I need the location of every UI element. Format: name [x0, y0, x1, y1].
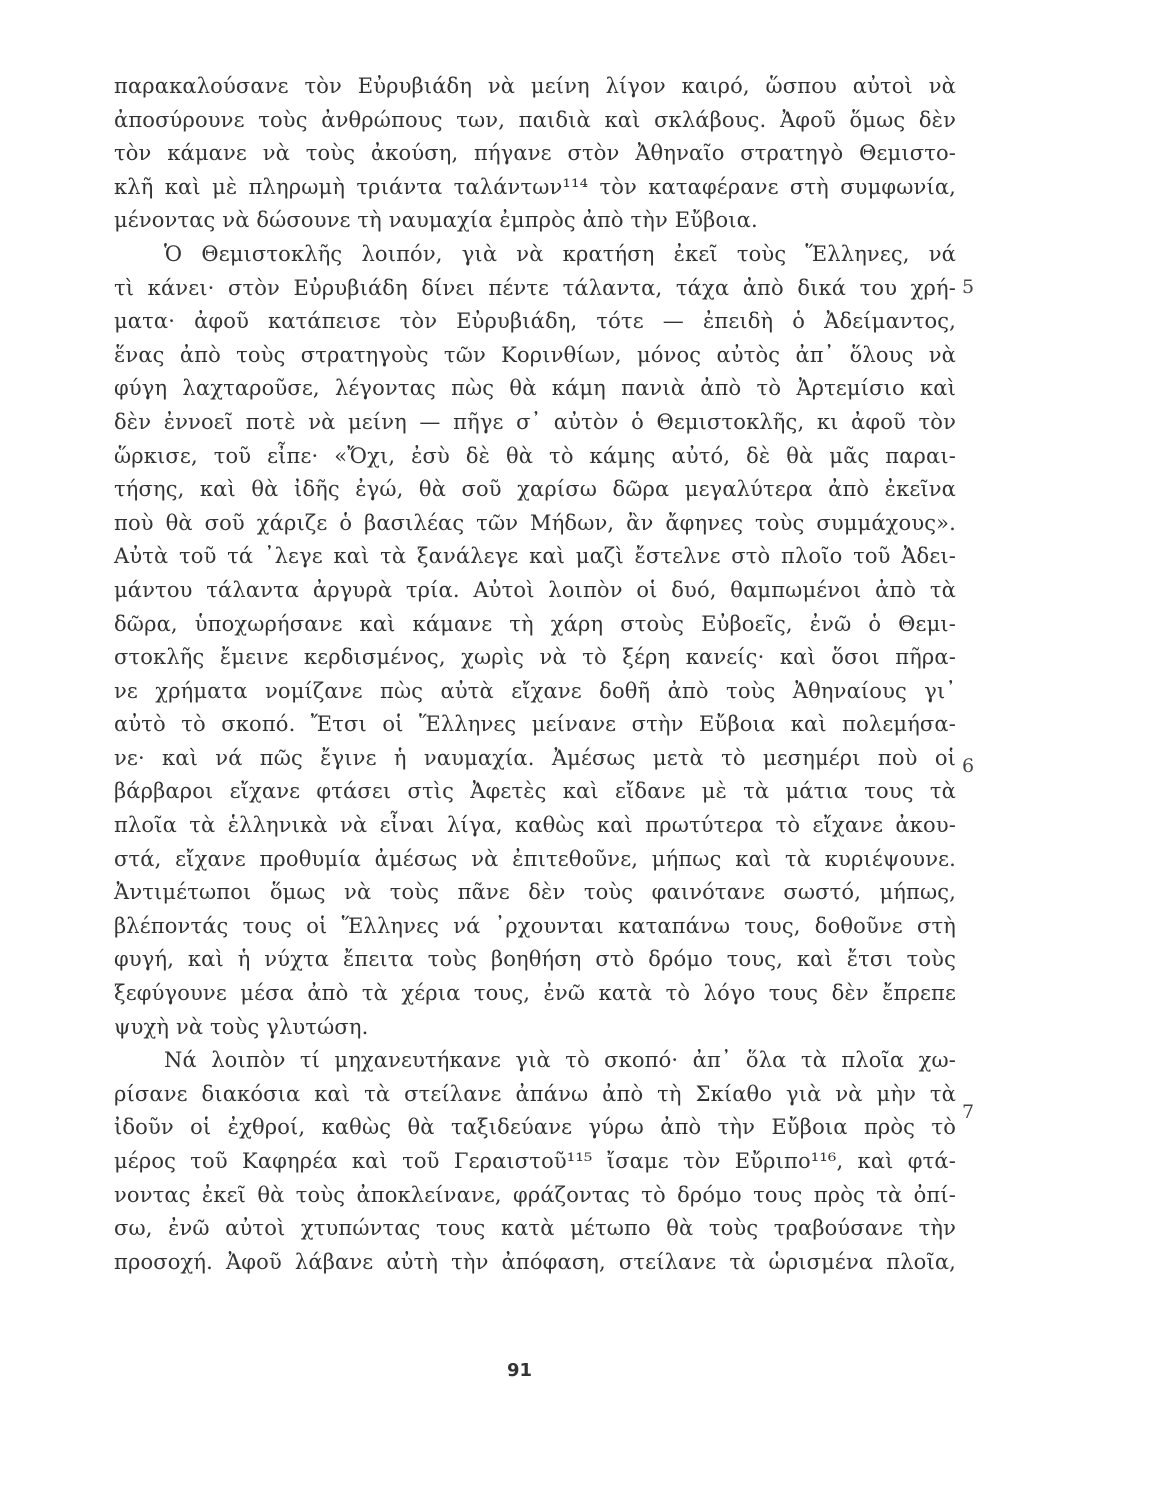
page-number: 91 — [506, 1360, 533, 1381]
text-line: βλέποντάς τους οἱ Ἕλληνες νά ᾽ρχουνται καταπάνω τους, δοθοῦνε στὴ — [114, 913, 956, 938]
text-line: νε χρήματα νομίζανε πὼς αὐτὰ εἴχανε δοθῆ ἀπὸ τοὺς Ἀθηναίους γι᾽ — [114, 678, 956, 703]
text-line: ξεφύγουνε μέσα ἀπὸ τὰ χέρια τους, ἐνῶ κατὰ τὸ λόγο τους δὲν ἔπρεπε — [114, 981, 956, 1006]
text-line: ἰδοῦν οἱ ἐχθροί, καθὼς θὰ ταξιδεύανε γύρω ἀπὸ τὴν Εὔβοια πρὸς τὸ — [114, 1115, 956, 1140]
margin-section-number: 6 — [962, 755, 975, 777]
text-line: στά, εἴχανε προθυμία ἀμέσως νὰ ἐπιτεθοῦνε, μήπως καὶ τὰ κυριέψουνε. — [114, 846, 956, 871]
text-line: Ἀντιμέτωποι ὅμως νὰ τοὺς πᾶνε δὲν τοὺς φαινότανε σωστό, μήπως, — [114, 880, 956, 905]
body-text — [114, 70, 956, 1279]
text-line: μέρος τοῦ Καφηρέα καὶ τοῦ Γεραιστοῦ¹¹⁵ ἴσαμε τὸν Εὔριπο¹¹⁶, καὶ φτά- — [114, 1149, 956, 1173]
text-line: δῶρα, ὑποχωρήσανε καὶ κάμανε τὴ χάρη στοὺς Εὐβοεῖς, ἐνῶ ὁ Θεμι- — [114, 611, 956, 636]
text-line: μάντου τάλαντα ἀργυρὰ τρία. Αὐτοὶ λοιπὸν οἱ δυό, θαμπωμένοι ἀπὸ τὰ — [114, 577, 956, 602]
text-line: τὶ κάνει· στὸν Εὐρυβιάδη δίνει πέντε τάλαντα, τάχα ἀπὸ δικά του χρή- — [114, 275, 956, 300]
text-line: τήσης, καὶ θὰ ἰδῆς ἐγώ, θὰ σοῦ χαρίσω δῶρα μεγαλύτερα ἀπὸ ἐκεῖνα — [114, 477, 956, 502]
text-line: Ὁ Θεμιστοκλῆς λοιπόν, γιὰ νὰ κρατήση ἐκεῖ τοὺς Ἕλληνες, νά — [164, 241, 956, 266]
text-line: τὸν κάμανε νὰ τοὺς ἀκούση, πήγανε στὸν Ἀθηναῖο στρατηγὸ Θεμιστο- — [114, 141, 956, 166]
text-line: δὲν ἐννοεῖ ποτὲ νὰ μείνη — πῆγε σ᾽ αὐτὸν ὁ Θεμιστοκλῆς, κι ἀφοῦ τὸν — [114, 409, 956, 434]
text-line: νε· καὶ νά πῶς ἔγινε ἡ ναυμαχία. Ἀμέσως μετὰ τὸ μεσημέρι ποὺ οἱ — [114, 745, 956, 770]
text-line: σω, ἐνῶ αὐτοὶ χτυπώντας τους κατὰ μέτωπο θὰ τοὺς τραβούσανε τὴν — [114, 1216, 956, 1241]
margin-section-number: 5 — [962, 276, 975, 298]
text-line: Νά λοιπὸν τί μηχανευτήκανε γιὰ τὸ σκοπό· ἀπ᾽ ὅλα τὰ πλοῖα χω- — [164, 1048, 956, 1073]
text-line: φύγη λαχταροῦσε, λέγοντας πὼς θὰ κάμη πανιὰ ἀπὸ τὸ Ἀρτεμίσιο καὶ — [114, 376, 956, 401]
margin-section-number: 7 — [962, 1101, 975, 1123]
text-line: ἀποσύρουνε τοὺς ἀνθρώπους των, παιδιὰ καὶ σκλάβους. Ἀφοῦ ὅμως δὲν — [114, 107, 956, 132]
text-line: στοκλῆς ἔμεινε κερδισμένος, χωρὶς νὰ τὸ ξέρη κανείς· καὶ ὅσοι πῆρα- — [114, 645, 956, 670]
text-line: νοντας ἐκεῖ θὰ τοὺς ἀποκλείνανε, φράζοντας τὸ δρόμο τους πρὸς τὰ ὀπί- — [114, 1182, 956, 1207]
text-line: κλῆ καὶ μὲ πληρωμὴ τριάντα ταλάντων¹¹⁴ τὸν καταφέρανε στὴ συμφωνία, — [114, 174, 956, 199]
text-line: ἕνας ἀπὸ τοὺς στρατηγοὺς τῶν Κορινθίων, μόνος αὐτὸς ἀπ᾽ ὅλους νὰ — [114, 342, 956, 367]
text-line: προσοχή. Ἀφοῦ λάβανε αὐτὴ τὴν ἀπόφαση, στείλανε τὰ ὡρισμένα πλοῖα, — [114, 1249, 956, 1274]
text-line: ρίσανε διακόσια καὶ τὰ στείλανε ἀπάνω ἀπὸ τὴ Σκίαθο γιὰ νὰ μὴν τὰ — [114, 1081, 956, 1106]
text-line: φυγή, καὶ ἡ νύχτα ἔπειτα τοὺς βοηθήση στὸ δρόμο τους, καὶ ἔτσι τοὺς — [114, 947, 956, 972]
text-line: μένοντας νὰ δώσουνε τὴ ναυμαχία ἐμπρὸς ἀπὸ τὴν Εὔβοια. — [114, 208, 758, 233]
text-line: αὐτὸ τὸ σκοπό. Ἔτσι οἱ Ἕλληνες μείνανε στὴν Εὔβοια καὶ πολεμήσα- — [114, 712, 956, 737]
text-line: πλοῖα τὰ ἑλληνικὰ νὰ εἶναι λίγα, καθὼς καὶ πρωτύτερα τὸ εἴχανε ἀκου- — [114, 813, 956, 838]
text-line: ὥρκισε, τοῦ εἶπε· «Ὄχι, ἐσὺ δὲ θὰ τὸ κάμης αὐτό, δὲ θὰ μᾶς παραι- — [114, 443, 956, 468]
text-line: ματα· ἀφοῦ κατάπεισε τὸν Εὐρυβιάδη, τότε — ἐπειδὴ ὁ Ἀδείμαντος, — [114, 309, 956, 334]
text-line: ποὺ θὰ σοῦ χάριζε ὁ βασιλέας τῶν Μήδων, ἂν ἄφηνες τοὺς συμμάχους». — [114, 510, 956, 535]
text-line: βάρβαροι εἴχανε φτάσει στὶς Ἀφετὲς καὶ εἴδανε μὲ τὰ μάτια τους τὰ — [114, 779, 956, 804]
text-line: ψυχὴ νὰ τοὺς γλυτώση. — [114, 1014, 369, 1039]
text-line: Αὐτὰ τοῦ τά ᾽λεγε καὶ τὰ ξανάλεγε καὶ μαζὶ ἔστελνε στὸ πλοῖο τοῦ Ἀδει- — [114, 544, 956, 569]
text-line: παρακαλούσανε τὸν Εὐρυβιάδη νὰ μείνη λίγον καιρό, ὥσπου αὐτοὶ νὰ — [114, 74, 956, 98]
